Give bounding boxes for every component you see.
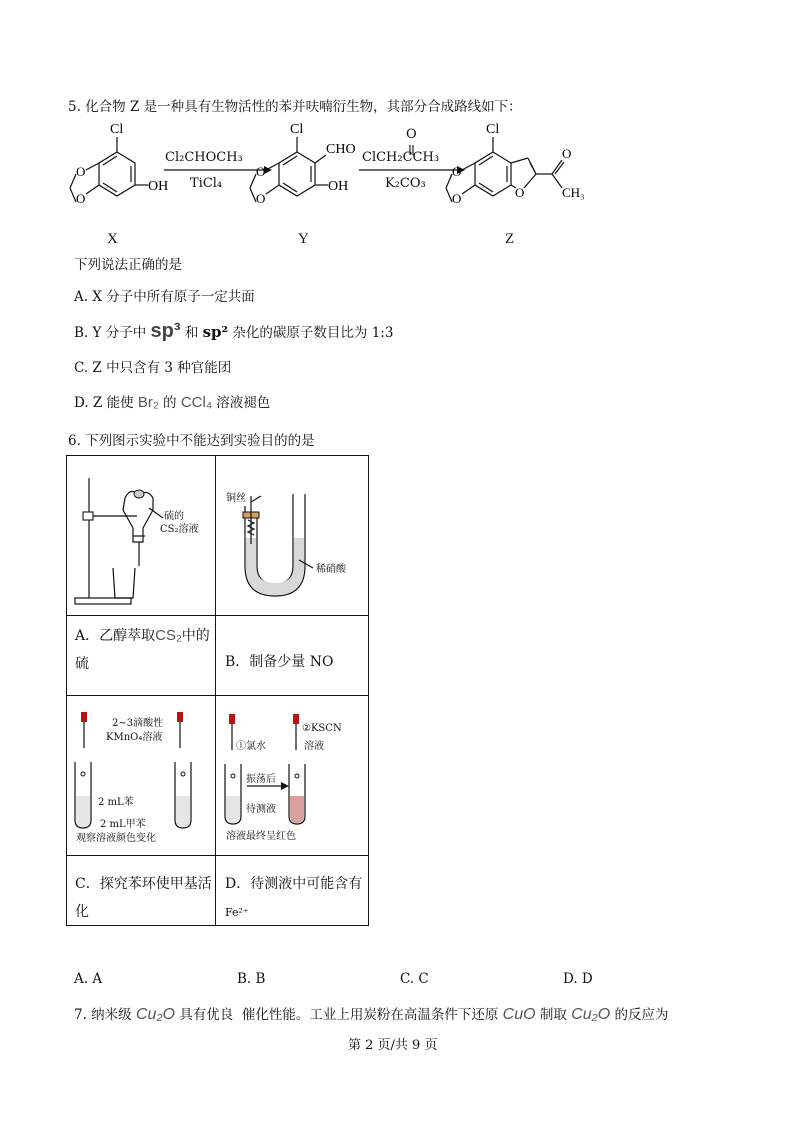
br2-term: Br₂ (137, 394, 159, 411)
z-cl-atom: Cl (486, 122, 500, 137)
q6-stem: 6. 下列图示实验中不能达到实验目的的是 (68, 433, 315, 449)
fe2-term: Fe²⁺ (225, 906, 249, 919)
sp2-term: sp² (202, 323, 229, 341)
svg-text:O: O (452, 164, 462, 179)
b-label-dilute-nitric: 稀硝酸 (316, 564, 346, 575)
svg-text:O: O (515, 185, 525, 200)
c-caption: C．探究苯环使甲基活 化 (75, 876, 212, 920)
d-label-red: 溶液最终呈红色 (226, 831, 296, 842)
cu2o-term: Cu₂O (135, 1006, 175, 1023)
molecule-y (252, 120, 372, 230)
q5-option-a: A. X 分子中所有原子一定共面 (74, 289, 255, 305)
d-label-solution: 溶液 (304, 741, 324, 752)
reagent-2-top: ClCH₂CCH₃ (362, 150, 440, 165)
q5-option-b: B. Y 分子中 sp³ 和 sp² 杂化的碳原子数目比为 1:3 (74, 320, 394, 342)
b-caption: B．制备少量 NO (225, 654, 334, 670)
q6-answer-a: A. A (74, 971, 103, 987)
y-cho-group: CHO (326, 142, 356, 157)
z-ch3-group: CH₃ (562, 185, 585, 200)
reagent-2-carbonyl-o: O (406, 127, 417, 142)
svg-text:O: O (562, 146, 572, 161)
d-label-test-liquid: 待测液 (246, 804, 276, 815)
svg-text:O: O (256, 191, 266, 206)
label-y: Y (298, 231, 309, 247)
y-cl-atom: Cl (290, 122, 304, 137)
svg-text:O: O (256, 164, 266, 179)
a-label-sulfur: 硫的 (164, 511, 184, 522)
c-label-toluene: 2 mL甲苯 (100, 819, 146, 830)
svg-text:O: O (452, 191, 462, 206)
q6-answer-d: D. D (563, 971, 593, 987)
q7-stem: 7. 纳米级 Cu₂O 具有优良 催化性能。工业上用炭粉在高温条件下还原 CuO 制取 Cu₂O 的反应为 (74, 1006, 669, 1023)
cs2-term: CS₂ (155, 627, 182, 644)
q6-answer-b: B. B (237, 971, 266, 987)
svg-text:O: O (76, 164, 86, 179)
d-caption: D．待测液中可能含有 Fe²⁺ (225, 876, 363, 919)
c-label-observe: 观察溶液颜色变化 (76, 833, 156, 844)
page-footer: 第 2 页/共 9 页 (348, 1038, 438, 1053)
cuo-term: CuO (502, 1006, 536, 1023)
reagent-1-top: Cl₂CHOCH₃ (165, 150, 243, 165)
molecule-z (448, 120, 618, 230)
a-label-cs2: CS₂溶液 (160, 524, 199, 535)
y-oh-group: OH (328, 179, 349, 194)
label-z: Z (505, 231, 515, 247)
d-label-chlorine-water: ①氯水 (236, 741, 266, 752)
x-cl-atom: Cl (110, 122, 124, 137)
q5-option-d: D. Z 能使 Br₂ 的 CCl₄ 溶液褪色 (74, 394, 271, 411)
d-label-shake: 振荡后 (246, 774, 276, 785)
q5-prompt: 下列说法正确的是 (74, 257, 182, 273)
label-x: X (107, 231, 118, 247)
cu2o-term-2: Cu₂O (571, 1006, 611, 1023)
svg-text:O: O (76, 191, 86, 206)
q5-stem: 5. 化合物 Z 是一种具有生物活性的苯并呋喃衍生物，其部分合成路线如下： (68, 99, 522, 115)
x-oh-group: OH (148, 179, 169, 194)
a-caption: A．乙醇萃取CS₂中的 硫 (75, 627, 210, 672)
d-label-kscn: ②KSCN (302, 723, 342, 734)
b-label-copper-wire: 铜丝 (226, 493, 246, 504)
c-label-acidic: 2~3滴酸性 (112, 718, 164, 729)
reagent-2-bottom: K₂CO₃ (385, 176, 426, 191)
q5-option-c: C. Z 中只含有 3 种官能团 (74, 360, 232, 376)
c-label-benzene: 2 mL苯 (98, 797, 134, 808)
diagram-a-separatory-funnel (67, 456, 215, 614)
sp3-term: sp³ (150, 320, 181, 342)
diagram-b-u-tube (217, 456, 367, 614)
ccl4-term: CCl₄ (180, 394, 212, 411)
q6-answer-c: C. C (400, 971, 429, 987)
reagent-1-bottom: TiCl₄ (190, 176, 223, 191)
c-label-kmno4: KMnO₄溶液 (106, 732, 163, 743)
